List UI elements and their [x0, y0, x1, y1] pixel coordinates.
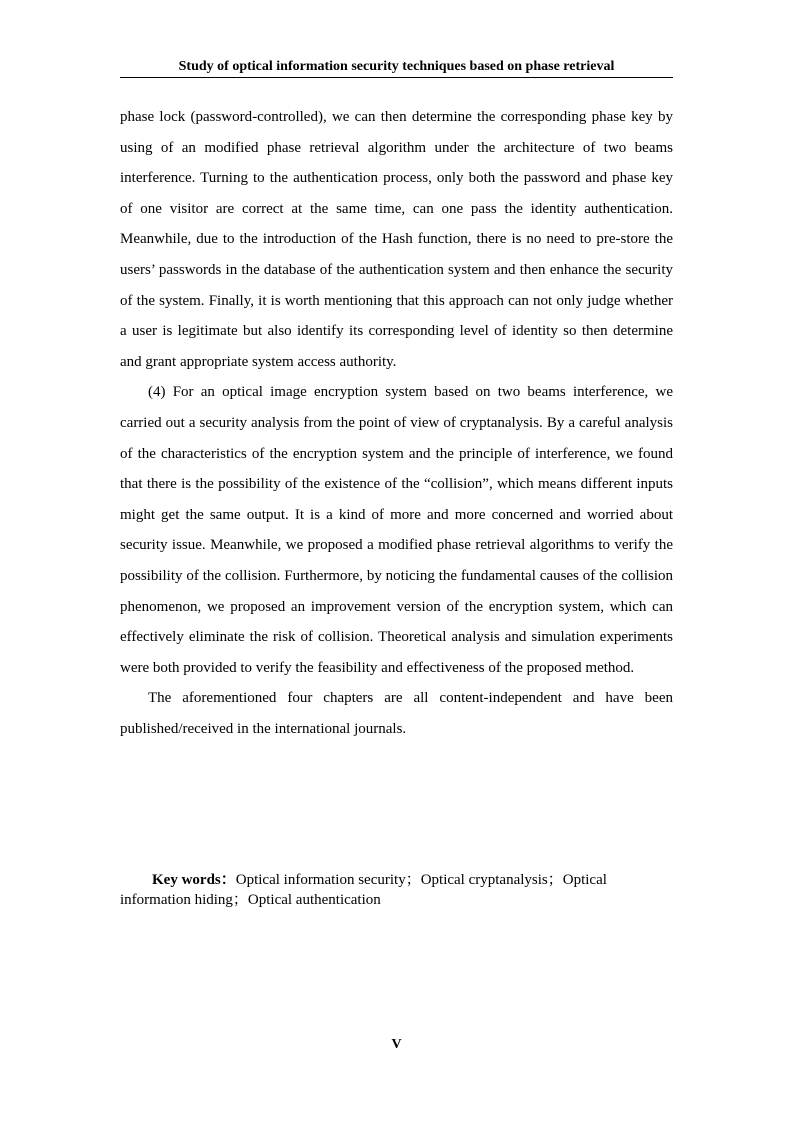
- header-rule: [120, 77, 673, 78]
- page-number: V: [391, 1037, 402, 1052]
- paragraph-summary: The aforementioned four chapters are all content-independent and have been published/received in the international journals.: [120, 690, 673, 737]
- paragraph-item-4: (4) For an optical image encryption system based on two beams interference, we carried out a security analysis from the point of view of cryptanalysis. By a careful analysis of the characteristics of the encryption system and the principle of interference, we found that there is the possibility of the existence of the “collision”, which means different inputs might get the same output. It is a kind of more and more concerned and worried about security issue. Meanwhile, we proposed a modified phase retrieval algorithms to verify the possibility of the collision. Furthermore, by noticing the fundamental causes of the collision phenomenon, we proposed an improvement version of the encryption system, which can effectively eliminate the risk of collision. Theoretical analysis and simulation experiments were both provided to verify the feasibility and effectiveness of the proposed method.: [120, 384, 673, 676]
- keywords-block: [120, 870, 673, 910]
- paragraph-continuation: phase lock (password-controlled), we can then determine the corresponding phase key by using of an modified phase retrieval algorithm under the architecture of two beams interference. Turning to the authentication process, only both the password and phase key of one visitor are correct at the same time, can one pass the identity authentication. Meanwhile, due to the introduction of the Hash function, there is no need to pre-store the users’ passwords in the database of the authentication system and then enhance the security of the system. Finally, it is worth mentioning that this approach can not only judge whether a user is legitimate but also identify its corresponding level of identity so then determine and grant appropriate system access authority.: [120, 109, 673, 370]
- running-header: Study of optical information security techniques based on phase retrieval: [178, 59, 615, 74]
- abstract-body: [120, 102, 673, 744]
- keywords-text: Optical information security；Optical cryptanalysis；Optical information hiding；Optical authentication: [120, 872, 607, 908]
- keywords-label: Key words：: [152, 872, 236, 888]
